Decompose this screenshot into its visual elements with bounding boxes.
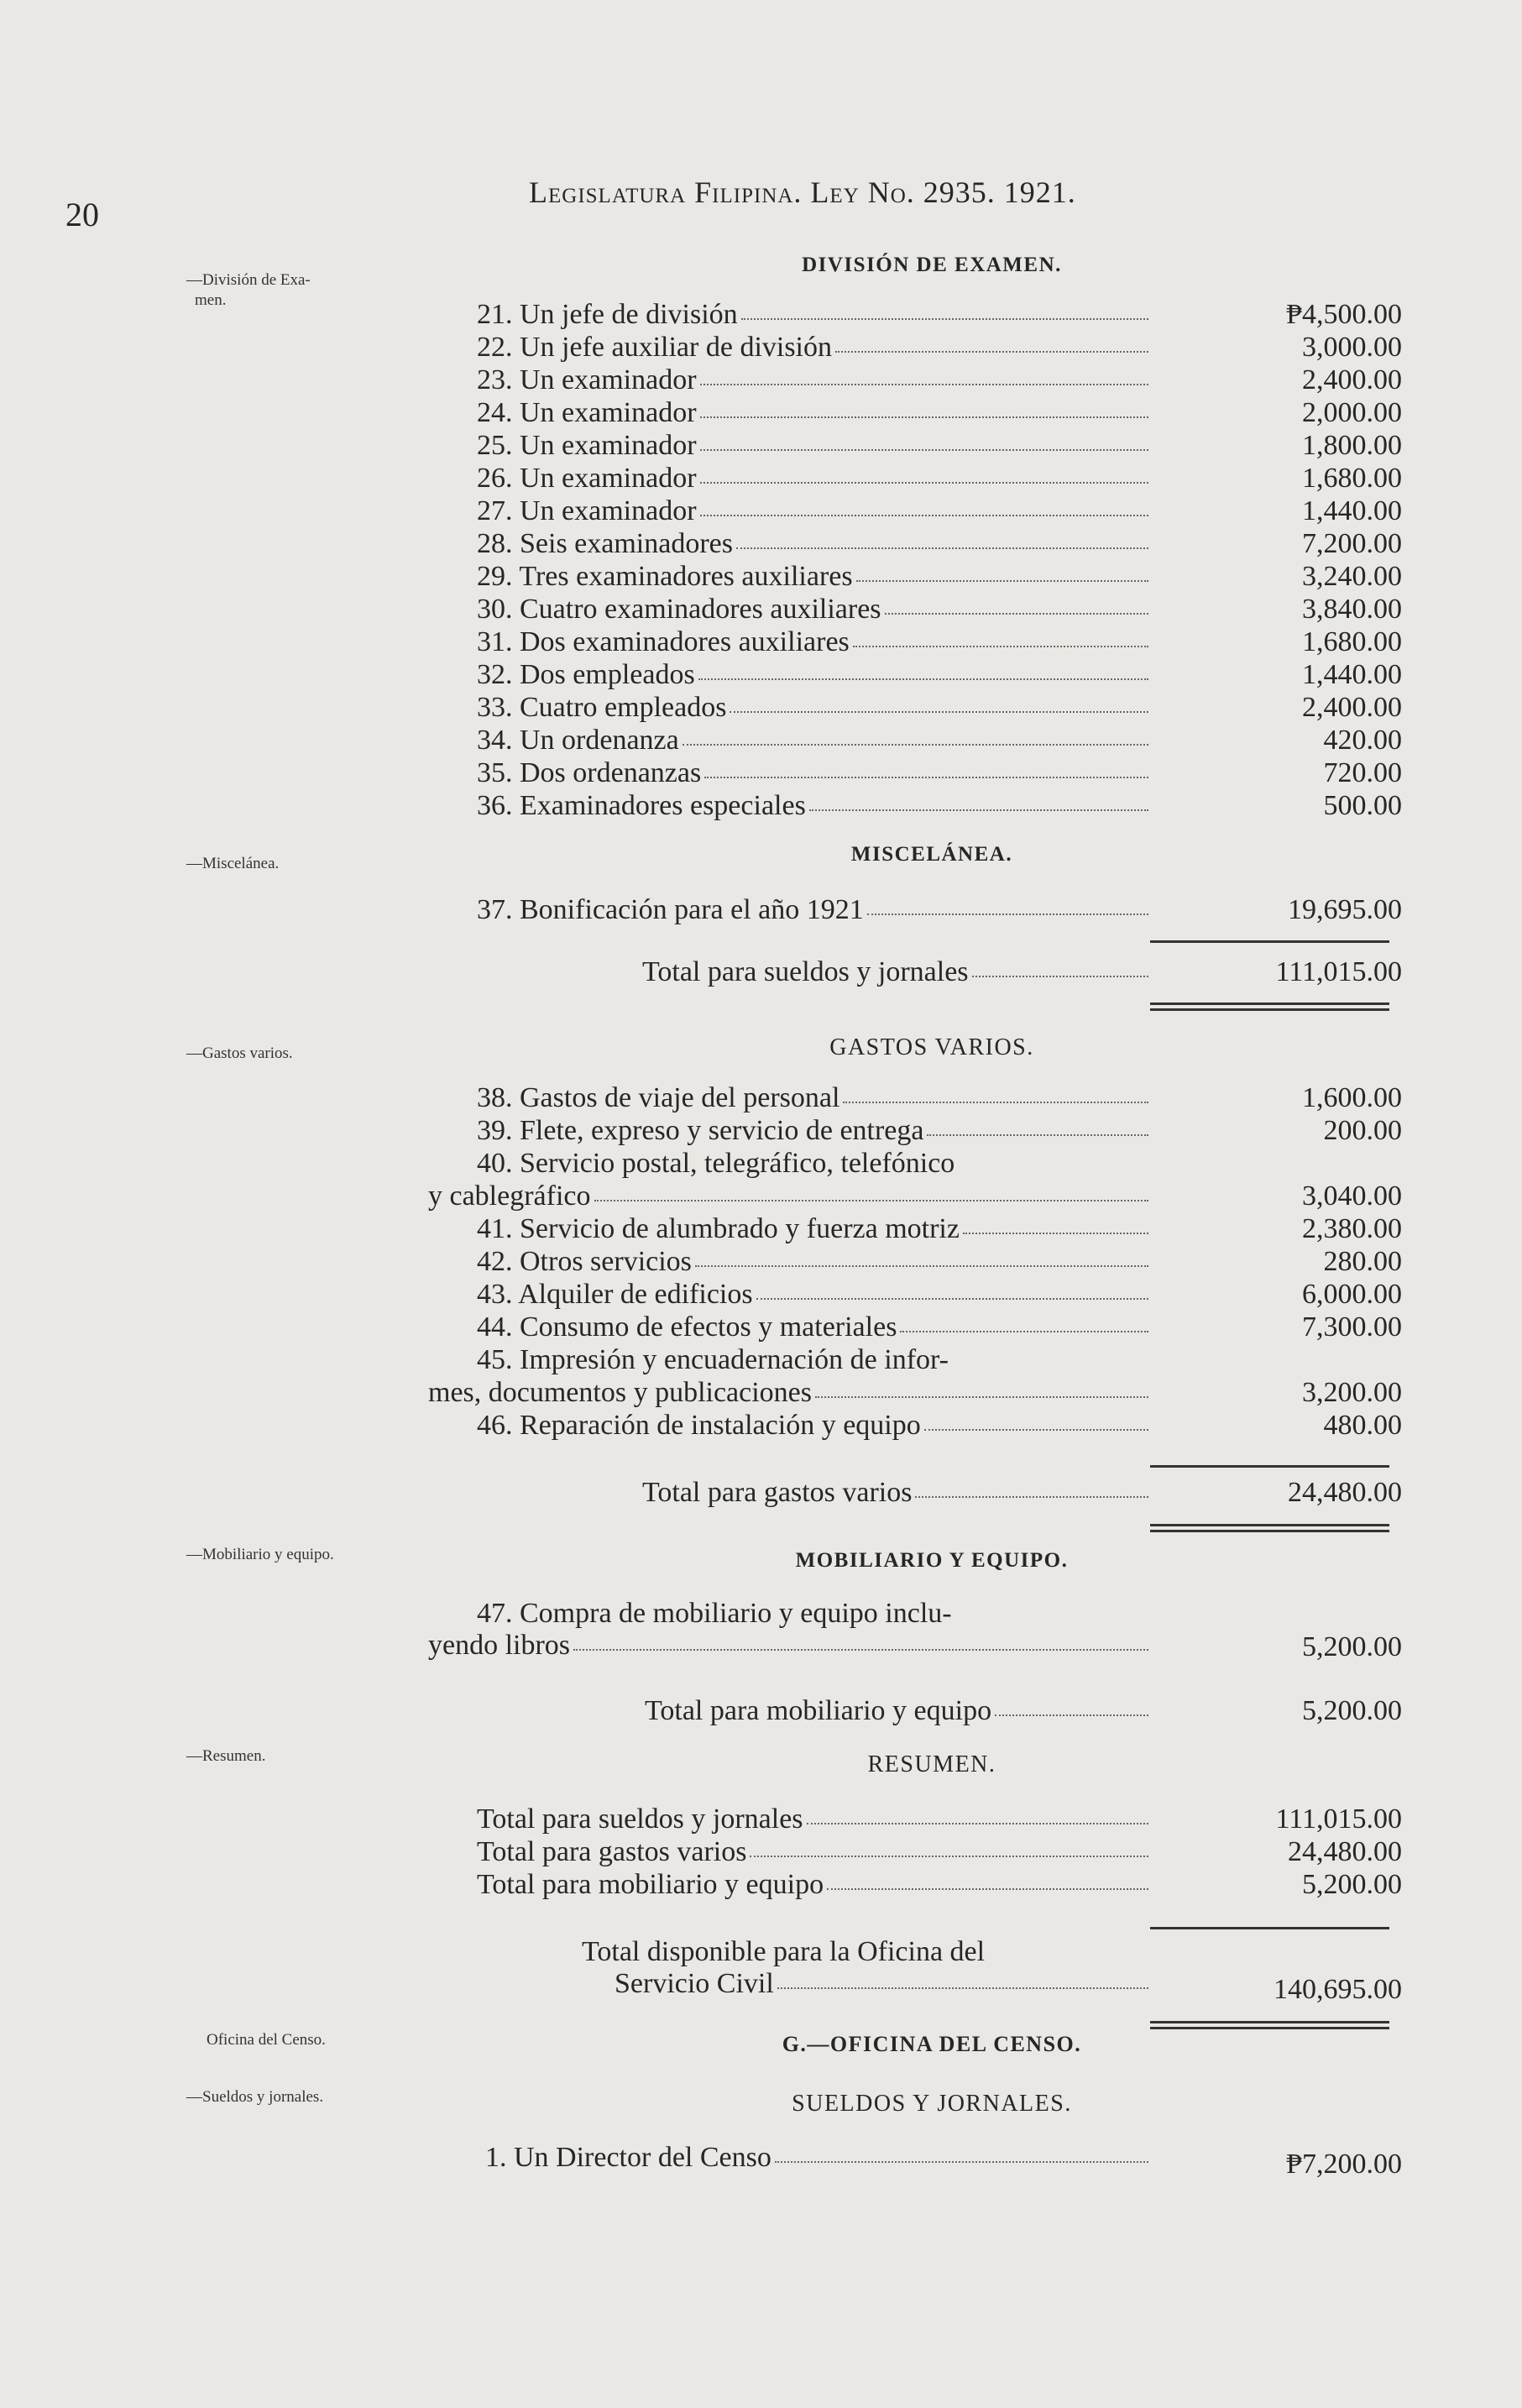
item-text: Consumo de efectos y materiales <box>520 1311 897 1343</box>
leader-dots <box>885 593 1148 615</box>
item-text: Un jefe de división <box>520 299 738 330</box>
item-number: 38. <box>477 1082 513 1113</box>
item-amount: 3,240.00 <box>1302 561 1402 592</box>
running-head: Legislatura Filipina. Ley No. 2935. 1921. <box>529 175 1076 209</box>
item-number: 41. <box>477 1213 513 1244</box>
item-text: Un examinador <box>520 495 697 526</box>
total-label-text: Total para sueldos y jornales <box>642 956 969 987</box>
table-row <box>428 1311 1402 1343</box>
margin-note-line: —División de Exa- <box>186 271 311 289</box>
item-amount: 2,400.00 <box>1302 692 1402 723</box>
leader-dots <box>827 1868 1148 1890</box>
item-text: Un examinador <box>520 397 697 428</box>
table-row <box>428 298 1402 331</box>
leader-dots <box>750 1835 1148 1857</box>
item-line <box>477 1245 1148 1278</box>
item-text: Dos examinadores auxiliares <box>520 626 850 657</box>
double-rule <box>1150 1524 1389 1532</box>
item-amount: 2,400.00 <box>1302 364 1402 395</box>
item-line <box>477 1278 1148 1311</box>
total-line-cont-text: Servicio Civil <box>615 1968 774 1999</box>
table-row <box>428 1835 1402 1868</box>
gastos-varios-list <box>428 1081 1402 1442</box>
leader-dots <box>700 429 1148 451</box>
item-number: 1. <box>485 2142 507 2173</box>
leader-dots <box>736 527 1148 549</box>
item-number: 36. <box>477 790 513 821</box>
item-text: Servicio de alumbrado y fuerza motriz <box>520 1213 960 1244</box>
table-row <box>428 462 1402 495</box>
item-text: Reparación de instalación y equipo <box>520 1410 921 1441</box>
leader-dots <box>777 1967 1148 1989</box>
item-text-cont: mes, documentos y publicaciones <box>428 1377 813 1408</box>
item-text: Seis examinadores <box>520 528 733 559</box>
margin-note-resumen: —Resumen. <box>186 1747 266 1765</box>
table-row <box>428 560 1402 593</box>
table-row <box>428 396 1402 429</box>
item-number: 21. <box>477 299 513 330</box>
item-line <box>477 593 1148 626</box>
item-amount: 1,680.00 <box>1302 463 1402 494</box>
item-number: 33. <box>477 692 513 723</box>
item-text: Total para mobiliario y equipo <box>477 1869 824 1900</box>
leader-dots <box>815 1376 1148 1398</box>
table-row <box>428 1409 1402 1442</box>
table-row <box>428 626 1402 658</box>
table-row <box>428 1278 1402 1311</box>
section-heading-censo: G.—OFICINA DEL CENSO. <box>782 2032 1082 2056</box>
leader-dots <box>695 1245 1148 1267</box>
section-heading-division-examen: DIVISIÓN DE EXAMEN. <box>802 254 1062 276</box>
item-text: Total para gastos varios <box>477 1836 747 1867</box>
item-number: 30. <box>477 594 513 625</box>
item-amount: 19,695.00 <box>1288 894 1402 925</box>
item-line <box>477 1597 952 1630</box>
item-amount: 420.00 <box>1323 725 1402 756</box>
item-number: 27. <box>477 495 513 526</box>
table-row <box>428 429 1402 462</box>
table-row <box>428 658 1402 691</box>
item-number: 47. <box>477 1598 513 1629</box>
total-label <box>645 1694 1148 1727</box>
item-amount: 1,440.00 <box>1302 495 1402 526</box>
leader-dots <box>807 1803 1148 1824</box>
leader-dots <box>856 560 1148 582</box>
leader-dots <box>700 396 1148 418</box>
item-amount: 480.00 <box>1323 1410 1402 1441</box>
leader-dots <box>741 298 1148 320</box>
total-label <box>642 955 1148 988</box>
section-subheading-sueldos: SUELDOS Y JORNALES. <box>792 2091 1072 2117</box>
item-amount: 1,440.00 <box>1302 659 1402 690</box>
item-amount: 2,000.00 <box>1302 397 1402 428</box>
item-number: 32. <box>477 659 513 690</box>
table-row <box>428 495 1402 527</box>
leader-dots <box>963 1212 1148 1234</box>
item-number: 46. <box>477 1410 513 1441</box>
table-row <box>428 1245 1402 1278</box>
item-text: Total para sueldos y jornales <box>477 1803 803 1835</box>
section-heading-miscelanea: MISCELÁNEA. <box>850 843 1013 866</box>
leader-dots <box>924 1409 1148 1431</box>
item-line-cont <box>428 1376 1148 1409</box>
section-heading-resumen: RESUMEN. <box>867 1751 996 1777</box>
margin-note-line: men. <box>195 291 227 309</box>
item-amount: 3,200.00 <box>1302 1377 1402 1408</box>
item-amount: 111,015.00 <box>1275 1803 1402 1835</box>
item-amount: 6,000.00 <box>1302 1279 1402 1310</box>
table-row <box>428 756 1402 789</box>
table-row <box>428 593 1402 626</box>
item-line <box>485 2141 1148 2174</box>
leader-dots <box>867 893 1148 915</box>
item-text: Un jefe auxiliar de división <box>520 332 833 363</box>
table-row <box>428 1343 1402 1409</box>
table-row <box>428 893 1402 926</box>
mobiliario-total-row <box>428 1694 1402 1727</box>
item-text: Gastos de viaje del personal <box>520 1082 840 1113</box>
table-row <box>428 1212 1402 1245</box>
censo-item <box>428 2141 1402 2179</box>
item-line <box>477 1212 1148 1245</box>
leader-dots <box>756 1278 1148 1300</box>
item-number: 26. <box>477 463 513 494</box>
item-amount: 500.00 <box>1323 790 1402 821</box>
item-line <box>477 1803 1148 1835</box>
item-line <box>477 495 1148 527</box>
total-line-cont <box>615 1967 1148 2000</box>
item-number: 29. <box>477 561 513 592</box>
item-text: Un examinador <box>520 463 697 494</box>
double-rule <box>1150 1002 1389 1011</box>
total-amount: 140,695.00 <box>1274 1974 1402 2005</box>
item-amount: 280.00 <box>1323 1246 1402 1277</box>
miscelanea-list <box>428 893 1402 926</box>
item-line <box>477 1311 1148 1343</box>
total-amount: 111,015.00 <box>1275 956 1402 987</box>
item-amount: 7,200.00 <box>1302 528 1402 559</box>
item-text: Compra de mobiliario y equipo inclu- <box>520 1598 952 1629</box>
table-row <box>428 1114 1402 1147</box>
leader-dots <box>683 724 1148 746</box>
mobiliario-item <box>428 1597 1402 1664</box>
item-amount: 200.00 <box>1323 1115 1402 1146</box>
item-amount: 1,600.00 <box>1302 1082 1402 1113</box>
item-line <box>477 1343 949 1376</box>
section-heading-gastos-varios: GASTOS VARIOS. <box>829 1034 1034 1060</box>
item-amount: 5,200.00 <box>1302 1869 1402 1900</box>
miscelanea-total-row <box>428 955 1402 988</box>
table-row <box>428 1868 1402 1901</box>
item-number: 40. <box>477 1148 513 1179</box>
leader-dots <box>700 495 1148 516</box>
item-number: 24. <box>477 397 513 428</box>
item-amount: 24,480.00 <box>1288 1836 1402 1867</box>
leader-dots <box>900 1311 1148 1332</box>
item-line <box>477 429 1148 462</box>
leader-dots <box>704 756 1148 778</box>
item-text: Un examinador <box>520 364 697 395</box>
leader-dots <box>594 1180 1149 1201</box>
table-row <box>428 1081 1402 1114</box>
item-text: Servicio postal, telegráfico, telefónico <box>520 1148 955 1179</box>
page-number: 20 <box>65 196 99 233</box>
item-amount: 5,200.00 <box>1302 1631 1402 1662</box>
item-text: Un examinador <box>520 430 697 461</box>
item-number: 35. <box>477 757 513 788</box>
total-amount: 24,480.00 <box>1288 1477 1402 1508</box>
item-number: 42. <box>477 1246 513 1277</box>
item-text: Bonificación para el año 1921 <box>520 894 864 925</box>
leader-dots <box>775 2141 1148 2163</box>
item-number: 44. <box>477 1311 513 1343</box>
item-amount: 720.00 <box>1323 757 1402 788</box>
margin-note-sueldos-jornales: —Sueldos y jornales. <box>186 2088 324 2106</box>
item-number: 45. <box>477 1344 513 1375</box>
item-line-cont <box>428 1180 1148 1212</box>
item-line <box>477 691 1148 724</box>
item-line <box>477 527 1148 560</box>
leader-dots <box>972 955 1148 977</box>
item-text: Un Director del Censo <box>514 2142 771 2173</box>
item-text: Flete, expreso y servicio de entrega <box>520 1115 924 1146</box>
table-row <box>428 1147 1402 1212</box>
item-line <box>477 789 1148 822</box>
item-amount: 3,840.00 <box>1302 594 1402 625</box>
rule <box>1150 940 1389 943</box>
table-row <box>428 364 1402 396</box>
item-number: 34. <box>477 725 513 756</box>
item-number: 28. <box>477 528 513 559</box>
item-line <box>477 756 1148 789</box>
item-line <box>477 396 1148 429</box>
leader-dots <box>843 1081 1148 1103</box>
resumen-total <box>428 1935 1402 2005</box>
item-number: 31. <box>477 626 513 657</box>
margin-note-division-examen <box>186 270 438 311</box>
margin-note-gastos-varios: —Gastos varios. <box>186 1044 293 1062</box>
double-rule <box>1150 2021 1389 2029</box>
leader-dots <box>915 1476 1148 1498</box>
item-line <box>477 331 1148 364</box>
item-text: Dos empleados <box>520 659 695 690</box>
item-amount: ₱7,200.00 <box>1286 2149 1402 2180</box>
item-line <box>477 364 1148 396</box>
item-text-cont: y cablegráfico <box>428 1180 591 1212</box>
item-number: 22. <box>477 332 513 363</box>
table-row <box>428 527 1402 560</box>
item-line <box>477 560 1148 593</box>
leader-dots <box>809 789 1148 811</box>
item-text: Cuatro empleados <box>520 692 727 723</box>
item-amount: 3,000.00 <box>1302 332 1402 363</box>
item-number: 37. <box>477 894 513 925</box>
margin-note-oficina-censo: Oficina del Censo. <box>207 2031 326 2049</box>
item-text: Alquiler de edificios <box>518 1279 753 1310</box>
item-amount: 2,380.00 <box>1302 1213 1402 1244</box>
item-amount: ₱4,500.00 <box>1286 299 1402 330</box>
table-row <box>428 1803 1402 1835</box>
item-amount: 1,800.00 <box>1302 430 1402 461</box>
item-amount: 3,040.00 <box>1302 1180 1402 1212</box>
item-text: Dos ordenanzas <box>520 757 702 788</box>
leader-dots <box>835 331 1148 353</box>
resumen-list <box>428 1803 1402 1901</box>
total-label-text: Total para mobiliario y equipo <box>645 1695 992 1726</box>
item-line-cont <box>428 1629 1148 1662</box>
item-number: 25. <box>477 430 513 461</box>
division-examen-list <box>428 298 1402 822</box>
item-line <box>477 658 1148 691</box>
item-line <box>477 626 1148 658</box>
item-line <box>477 1409 1148 1442</box>
total-line: Total disponible para la Oficina del <box>582 1936 986 1967</box>
item-line <box>477 1868 1148 1901</box>
total-label <box>642 1476 1148 1509</box>
item-text: Cuatro examinadores auxiliares <box>520 594 881 625</box>
item-text: Impresión y encuadernación de infor- <box>520 1344 949 1375</box>
item-amount: 7,300.00 <box>1302 1311 1402 1343</box>
rule <box>1150 1927 1389 1929</box>
item-number: 23. <box>477 364 513 395</box>
item-line <box>477 298 1148 331</box>
leader-dots <box>927 1114 1148 1136</box>
table-row <box>428 724 1402 756</box>
margin-note-miscelanea: —Miscelánea. <box>186 855 280 872</box>
leader-dots <box>698 658 1148 680</box>
item-number: 43. <box>477 1279 513 1310</box>
table-row <box>428 691 1402 724</box>
item-text: Examinadores especiales <box>520 790 806 821</box>
leader-dots <box>573 1629 1148 1651</box>
item-number: 39. <box>477 1115 513 1146</box>
item-text-cont: yendo libros <box>428 1630 571 1661</box>
leader-dots <box>853 626 1148 647</box>
section-heading-mobiliario: MOBILIARIO Y EQUIPO. <box>795 1549 1069 1572</box>
total-label-text: Total para gastos varios <box>642 1477 913 1508</box>
rule <box>1150 1465 1389 1468</box>
item-line <box>477 1835 1148 1868</box>
item-line <box>477 1114 1148 1147</box>
item-amount: 1,680.00 <box>1302 626 1402 657</box>
item-text: Un ordenanza <box>520 725 679 756</box>
item-text: Otros servicios <box>520 1246 692 1277</box>
leader-dots <box>700 364 1148 385</box>
item-line <box>477 462 1148 495</box>
leader-dots <box>700 462 1148 484</box>
gastos-total-row <box>428 1476 1402 1509</box>
total-amount: 5,200.00 <box>1302 1695 1402 1726</box>
table-row <box>428 789 1402 822</box>
leader-dots <box>730 691 1148 713</box>
item-line <box>477 1147 955 1180</box>
table-row <box>428 331 1402 364</box>
leader-dots <box>995 1694 1148 1716</box>
item-line <box>477 1081 1148 1114</box>
item-line <box>477 893 1148 926</box>
item-text: Tres examinadores auxiliares <box>519 561 853 592</box>
margin-note-mobiliario: —Mobiliario y equipo. <box>186 1546 334 1563</box>
item-line <box>477 724 1148 756</box>
